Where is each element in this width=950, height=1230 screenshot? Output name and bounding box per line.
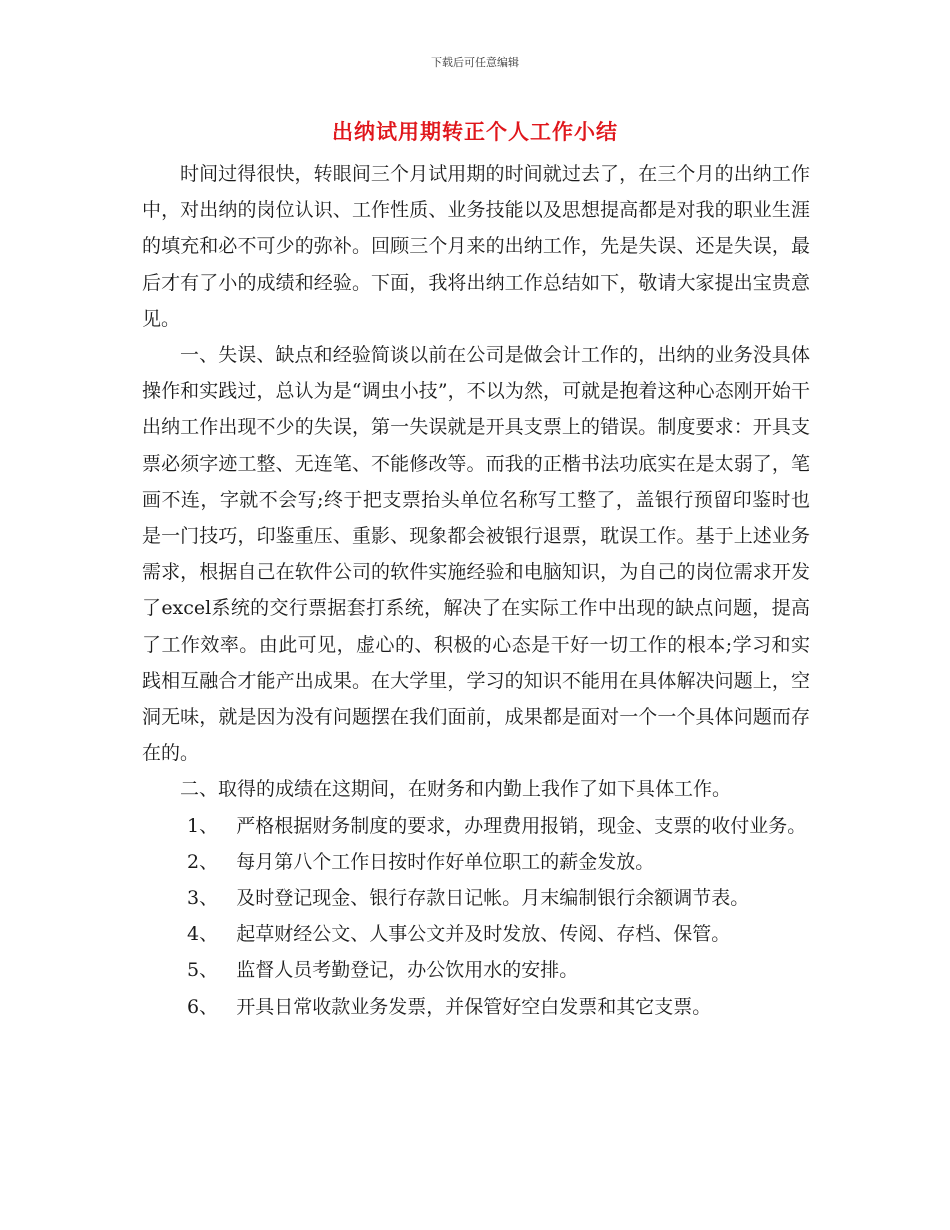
document-body — [142, 156, 810, 1025]
list-item-number: 6、 — [187, 995, 219, 1018]
list-item — [142, 808, 810, 844]
section-two-paragraph: 二、取得的成绩在这期间，在财务和内勤上我作了如下具体工作。 — [180, 778, 732, 801]
list-item-number: 3、 — [187, 887, 219, 910]
list-item — [142, 952, 810, 988]
list-item-text: 及时登记现金、银行存款日记帐。月末编制银行余额调节表。 — [236, 887, 750, 910]
list-item-number: 5、 — [187, 959, 219, 982]
page-header-note: 下载后可任意编辑 — [431, 56, 519, 69]
list-item-number: 4、 — [187, 923, 219, 946]
list-item — [142, 989, 810, 1025]
list-item-number: 1、 — [187, 814, 219, 837]
intro-paragraph: 时间过得很快，转眼间三个月试用期的时间就过去了，在三个月的出纳工作中，对出纳的岗位认识、工作性质、业务技能以及思想提高都是对我的职业生涯的填充和必不可少的弥补。回顾三个月来的出纳工作，先是失误、还是失误，最后才有了小的成绩和经验。下面，我将出纳工作总结如下，敬请大家提出宝贵意见。 — [142, 163, 810, 330]
list-item-text: 起草财经公文、人事公文并及时发放、传阅、存档、保管。 — [236, 923, 731, 946]
list-item-text: 开具日常收款业务发票，并保管好空白发票和其它支票。 — [236, 995, 712, 1018]
list-item — [142, 880, 810, 916]
list-item — [142, 844, 810, 880]
list-item — [142, 916, 810, 952]
document-title: 出纳试用期转正个人工作小结 — [332, 119, 618, 144]
list-item-text: 每月第八个工作日按时作好单位职工的薪金发放。 — [236, 850, 655, 873]
list-item-text: 监督人员考勤登记，办公饮用水的安排。 — [236, 959, 579, 982]
list-item-number: 2、 — [187, 850, 219, 873]
section-one-paragraph: 一、失误、缺点和经验简谈以前在公司是做会计工作的，出纳的业务没具体操作和实践过，总认为是“调虫小技”，不以为然，可就是抱着这种心态刚开始干出纳工作出现不少的失误，第一失误就是开具支票上的错误。制度要求：开具支票必须字迹工整、无连笔、不能修改等。而我的正楷书法功底实在是太弱了，笔画不连，字就不会写;终于把支票抬头单位名称写工整了，盖银行预留印鉴时也是一门技巧，印鉴重压、重影、现象都会被银行退票，耽误工作。基于上述业务需求，根据自己在软件公司的软件实施经验和电脑知识，为自己的岗位需求开发了excel系统的交行票据套打系统，解决了在实际工作中出现的缺点问题，提高了工作效率。由此可见，虚心的、积极的心态是干好一切工作的根本;学习和实践相互融合才能产出成果。在大学里，学习的知识不能用在具体解决问题上，空洞无味，就是因为没有问题摆在我们面前，成果都是面对一个一个具体问题而存在的。 — [142, 344, 810, 765]
list-item-text: 严格根据财务制度的要求，办理费用报销，现金、支票的收付业务。 — [236, 814, 807, 837]
